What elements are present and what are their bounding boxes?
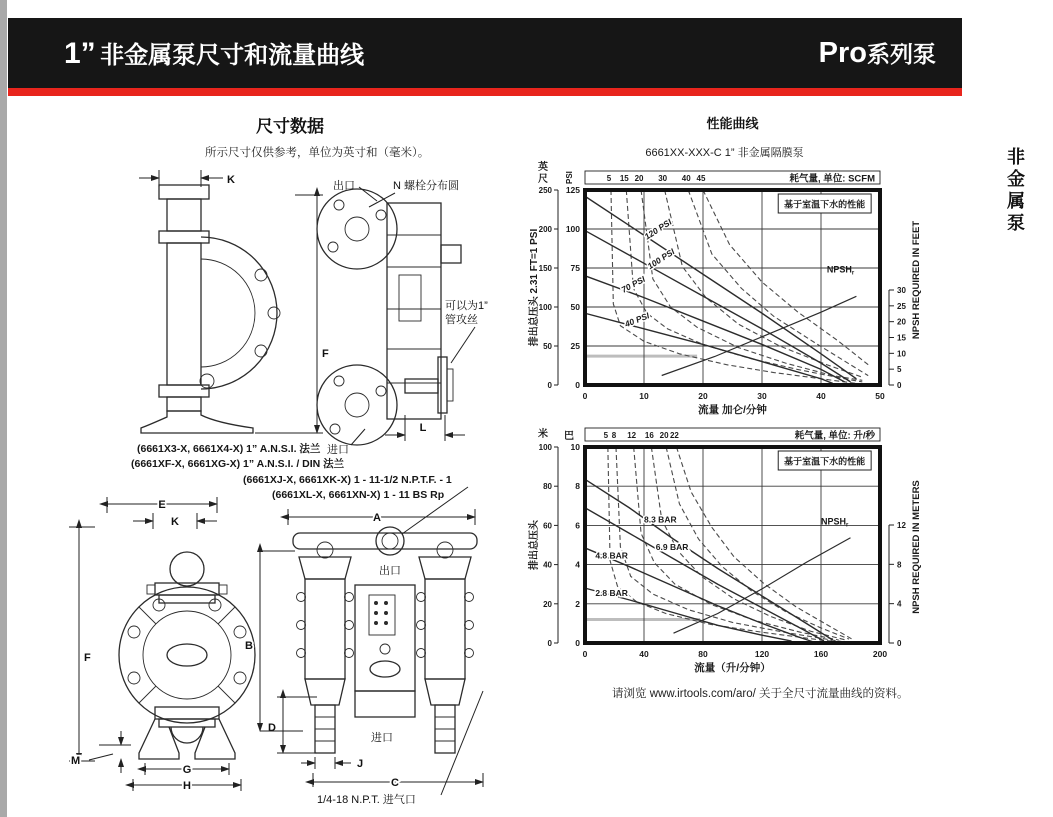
svg-text:200: 200: [872, 649, 888, 659]
svg-text:12: 12: [627, 431, 637, 440]
svg-text:120: 120: [754, 649, 770, 659]
svg-text:50: 50: [875, 391, 885, 401]
svg-text:0: 0: [575, 380, 580, 390]
svg-text:排出总压头: 排出总压头: [529, 520, 540, 570]
svg-text:0: 0: [547, 381, 552, 390]
svg-text:8.3 BAR: 8.3 BAR: [644, 514, 677, 525]
inlet-callout-front: 进口: [371, 732, 393, 744]
svg-text:10: 10: [570, 442, 580, 452]
svg-text:150: 150: [538, 264, 552, 273]
outlet-callout: 出口: [333, 180, 355, 192]
dim-A: A: [373, 512, 381, 524]
svg-text:20: 20: [897, 317, 906, 327]
svg-text:0: 0: [547, 639, 552, 648]
svg-text:100: 100: [538, 303, 552, 312]
svg-text:6661XX-XXX-C 1” 非金属隔膜泵: 6661XX-XXX-C 1” 非金属隔膜泵: [645, 147, 804, 159]
svg-text:10: 10: [897, 349, 906, 359]
svg-text:NPSHr: $NPSH_r$: [826, 264, 855, 277]
svg-text:40: 40: [816, 391, 826, 401]
footer-prefix: 请浏览: [612, 688, 650, 700]
svg-text:0: 0: [582, 649, 588, 659]
svg-text:250: 250: [538, 186, 552, 195]
bolt-circle-callout: N 螺栓分布圆: [393, 180, 459, 192]
dim-B: B: [245, 640, 253, 652]
svg-text:75: 75: [570, 263, 580, 273]
svg-text:125: 125: [565, 185, 580, 195]
dim-H: H: [183, 780, 191, 792]
svg-text:4: 4: [897, 599, 902, 609]
svg-text:5: 5: [606, 174, 612, 183]
svg-text:基于室温下水的性能: 基于室温下水的性能: [784, 199, 866, 210]
footer-suffix: 关于全尺寸流量曲线的资料。: [755, 688, 909, 700]
svg-text:80: 80: [698, 649, 708, 659]
svg-text:2.8 BAR: 2.8 BAR: [595, 587, 628, 598]
svg-text:20: 20: [543, 599, 552, 609]
svg-text:米: 米: [538, 429, 548, 440]
svg-text:20: 20: [698, 391, 708, 401]
svg-text:8: 8: [897, 560, 902, 570]
side-tab-label: 非金属泵: [1005, 147, 1025, 235]
svg-text:2: 2: [575, 598, 580, 609]
svg-text:100 PSI: 100 PSI: [645, 246, 677, 272]
air-inlet-callout: 1/4-18 N.P.T. 进气口: [317, 794, 416, 806]
svg-text:100: 100: [565, 224, 580, 234]
svg-text:30: 30: [757, 391, 767, 401]
svg-text:耗气量, 单位: SCFM: 耗气量, 单位: SCFM: [789, 173, 875, 185]
svg-text:8: 8: [611, 431, 617, 440]
outlet-callout-front: 出口: [379, 565, 401, 577]
svg-text:NPSHr: $NPSH_r$: [821, 516, 849, 529]
dim-F-side: F: [322, 348, 329, 360]
svg-text:200: 200: [538, 225, 552, 234]
svg-text:120 PSI: 120 PSI: [642, 216, 674, 242]
svg-text:8: 8: [575, 481, 580, 492]
dim-C: C: [391, 777, 399, 789]
svg-text:16: 16: [644, 431, 654, 440]
svg-text:10: 10: [639, 391, 649, 401]
svg-text:60: 60: [543, 521, 552, 531]
svg-text:6.9 BAR: 6.9 BAR: [655, 541, 689, 552]
series-suffix: 系列泵: [867, 41, 936, 67]
page-title-text: 非金属泵尺寸和流量曲线: [100, 42, 365, 69]
performance-section-title: 性能曲线: [706, 116, 759, 131]
page-title-size: 1”: [64, 37, 96, 70]
svg-text:22: 22: [669, 431, 679, 440]
svg-text:0: 0: [575, 638, 580, 648]
series-name: Pro: [818, 37, 867, 69]
svg-text:PSI: PSI: [565, 171, 574, 184]
svg-text:25: 25: [897, 301, 906, 311]
svg-text:50: 50: [543, 342, 552, 351]
svg-text:40: 40: [639, 649, 649, 659]
svg-text:4.8 BAR: 4.8 BAR: [595, 550, 628, 561]
svg-text:巴: 巴: [564, 431, 574, 442]
svg-text:70 PSI: 70 PSI: [619, 273, 647, 295]
dim-K-front: K: [171, 516, 179, 528]
dim-D: D: [268, 722, 276, 734]
svg-text:25: 25: [570, 341, 580, 351]
svg-text:0: 0: [897, 639, 902, 648]
svg-text:流量 加仑/分钟: 流量 加仑/分钟: [698, 404, 767, 416]
thread-note-1: (6661XJ-X, 6661XK-X) 1 - 11-1/2 N.P.T.F. - 1: [243, 474, 452, 486]
svg-text:50: 50: [570, 302, 580, 312]
svg-text:20: 20: [634, 174, 644, 183]
svg-text:40: 40: [543, 560, 552, 570]
svg-text:40: 40: [681, 174, 691, 183]
svg-text:30: 30: [897, 286, 906, 295]
tap-callout-line1: 可以为1”: [445, 300, 488, 312]
svg-text:排出总压头 2.31 FT=1 PSI: 排出总压头 2.31 FT=1 PSI: [529, 228, 540, 347]
svg-text:5: 5: [897, 365, 902, 375]
svg-text:英尺: 英尺: [538, 162, 548, 185]
footer-url: www.irtools.com/aro/: [649, 688, 756, 700]
svg-text:80: 80: [543, 482, 552, 492]
svg-text:100: 100: [538, 443, 552, 452]
svg-text:0: 0: [582, 391, 588, 401]
dim-K-side: K: [227, 174, 235, 186]
thread-note-2: (6661XL-X, 6661XN-X) 1 - 11 BS Rp: [272, 489, 445, 501]
tap-callout-line2: 管攻丝: [445, 314, 478, 326]
flange-note-1: (6661X3-X, 6661X4-X) 1” A.N.S.I. 法兰: [137, 443, 321, 455]
svg-text:NPSH REQUIRED IN METERS: NPSH REQUIRED IN METERS: [911, 480, 922, 614]
dim-G: G: [182, 764, 192, 776]
dimensions-section-title: 尺寸数据: [256, 117, 324, 136]
svg-text:12: 12: [897, 521, 906, 530]
svg-text:5: 5: [603, 431, 609, 440]
dim-E: E: [158, 499, 166, 511]
svg-text:基于室温下水的性能: 基于室温下水的性能: [784, 456, 866, 467]
svg-text:0: 0: [897, 381, 902, 390]
dimensions-note: 所示尺寸仅供参考，单位为英寸和（毫米）。: [205, 147, 430, 159]
svg-text:15: 15: [897, 333, 906, 343]
dim-L: L: [419, 422, 427, 434]
svg-text:160: 160: [813, 649, 829, 659]
svg-text:40 PSI: 40 PSI: [623, 310, 651, 330]
svg-text:流量（升/分钟）: 流量（升/分钟）: [694, 662, 771, 674]
inlet-callout-side: 进口: [327, 444, 349, 456]
dim-J: J: [357, 758, 364, 770]
svg-text:20: 20: [659, 431, 669, 440]
flange-note-2: (6661XF-X, 6661XG-X) 1” A.N.S.I. / DIN 法兰: [131, 458, 345, 470]
svg-text:6: 6: [575, 520, 580, 531]
svg-text:NPSH REQUIRED IN FEET: NPSH REQUIRED IN FEET: [911, 220, 922, 340]
svg-text:4: 4: [575, 559, 580, 570]
svg-text:15: 15: [619, 174, 629, 183]
svg-text:耗气量, 单位: 升/秒: 耗气量, 单位: 升/秒: [794, 430, 875, 442]
dim-F-front: F: [84, 652, 91, 664]
dim-M: M: [71, 755, 81, 767]
svg-text:30: 30: [658, 174, 668, 183]
svg-text:45: 45: [696, 174, 706, 183]
